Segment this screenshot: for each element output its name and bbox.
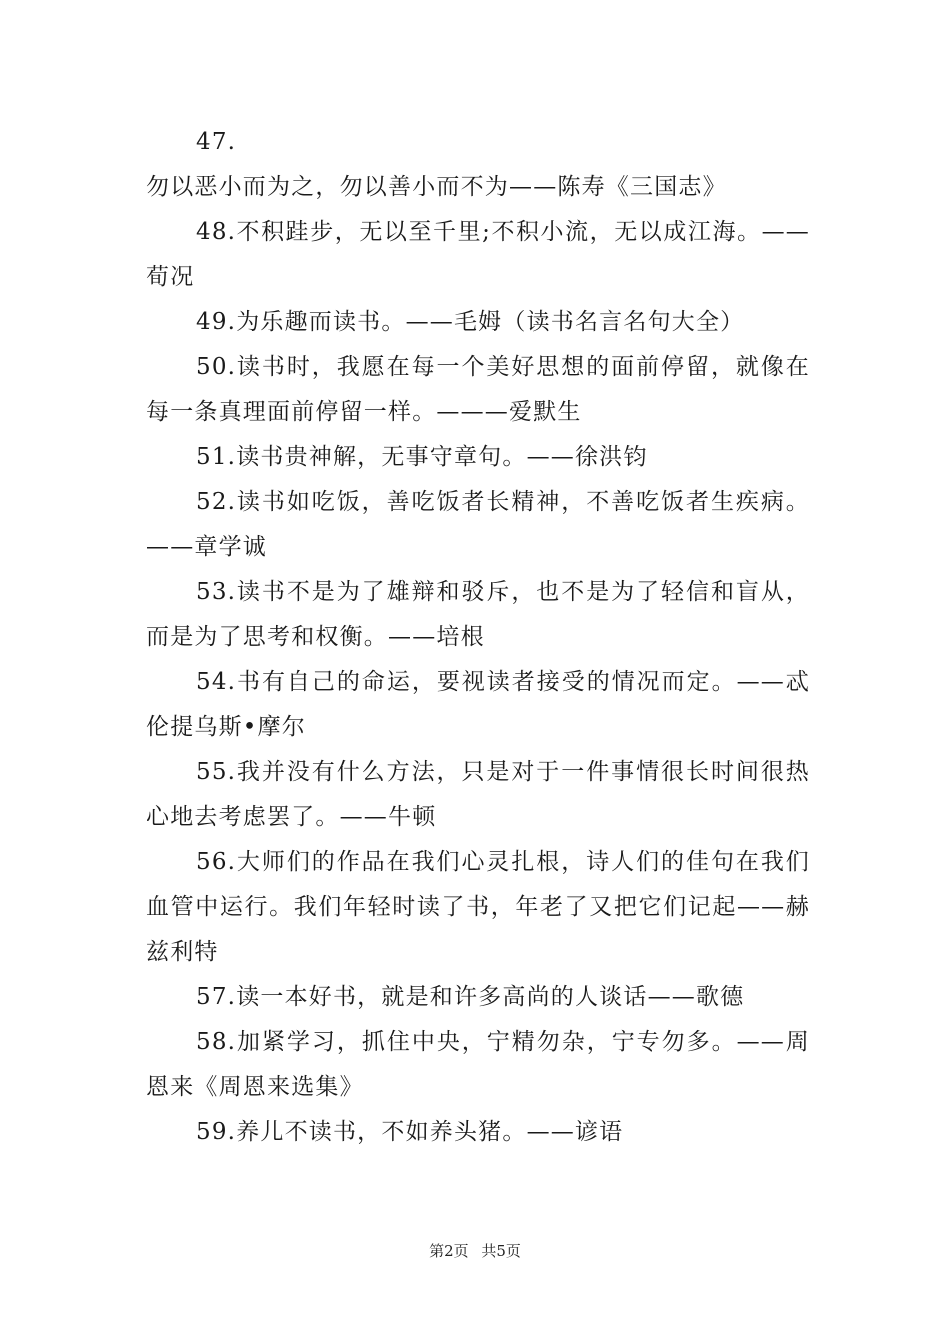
quote-number: 57. <box>196 984 237 1010</box>
quote-number: 50. <box>196 354 237 380</box>
quote-entry <box>146 480 810 570</box>
quote-number: 52. <box>196 489 237 515</box>
quote-entry <box>146 120 810 210</box>
page-footer <box>0 1240 950 1261</box>
quote-entry <box>146 345 810 435</box>
quote-text: 养儿不读书，不如养头猪。——谚语 <box>236 1119 624 1145</box>
quote-number: 47. <box>196 129 237 155</box>
quote-entry <box>146 1020 810 1110</box>
quote-number: 59. <box>196 1119 237 1145</box>
quote-text: 读书如吃饭，善吃饭者长精神，不善吃饭者生疾病。——章学诚 <box>146 489 810 560</box>
quote-text: 读书贵神解，无事守章句。——徐洪钧 <box>236 444 648 470</box>
quote-entry <box>146 435 810 480</box>
quote-text: 不积跬步，无以至千里;不积小流，无以成江海。——荀况 <box>146 219 810 290</box>
quote-entry <box>146 840 810 975</box>
quote-number: 48. <box>196 219 237 245</box>
quote-list <box>146 120 810 1155</box>
quote-text: 书有自己的命运，要视读者接受的情况而定。——忒伦提乌斯•摩尔 <box>146 669 810 740</box>
quote-text: 加紧学习，抓住中央，宁精勿杂，宁专勿多。——周恩来《周恩来选集》 <box>146 1029 810 1100</box>
quote-number: 58. <box>196 1029 237 1055</box>
quote-entry <box>146 300 810 345</box>
quote-number: 49. <box>196 309 237 335</box>
quote-text: 读一本好书，就是和许多高尚的人谈话——歌德 <box>236 984 745 1010</box>
page-total: 共5页 <box>481 1242 521 1260</box>
quote-number: 51. <box>196 444 237 470</box>
quote-text: 大师们的作品在我们心灵扎根，诗人们的佳句在我们血管中运行。我们年轻时读了书，年老了又把它们记起——赫兹利特 <box>146 849 810 965</box>
quote-number: 55. <box>196 759 237 785</box>
page-number: 第2页 <box>429 1242 469 1260</box>
quote-text: 读书时，我愿在每一个美好思想的面前停留，就像在每一条真理面前停留一样。———爱默生 <box>146 354 810 425</box>
quote-number: 54. <box>196 669 237 695</box>
quote-number: 56. <box>196 849 237 875</box>
quote-entry <box>146 660 810 750</box>
quote-text: 为乐趣而读书。——毛姆（读书名言名句大全） <box>236 309 745 335</box>
quote-entry <box>146 570 810 660</box>
quote-number: 53. <box>196 579 237 605</box>
quote-entry <box>146 975 810 1020</box>
quote-text: 我并没有什么方法，只是对于一件事情很长时间很热心地去考虑罢了。——牛顿 <box>146 759 810 830</box>
quote-entry <box>146 210 810 300</box>
quote-text: 读书不是为了雄辩和驳斥，也不是为了轻信和盲从，而是为了思考和权衡。——培根 <box>146 579 810 650</box>
quote-text: 勿以恶小而为之，勿以善小而不为——陈寿《三国志》 <box>146 174 727 200</box>
quote-entry <box>146 750 810 840</box>
quote-entry <box>146 1110 810 1155</box>
